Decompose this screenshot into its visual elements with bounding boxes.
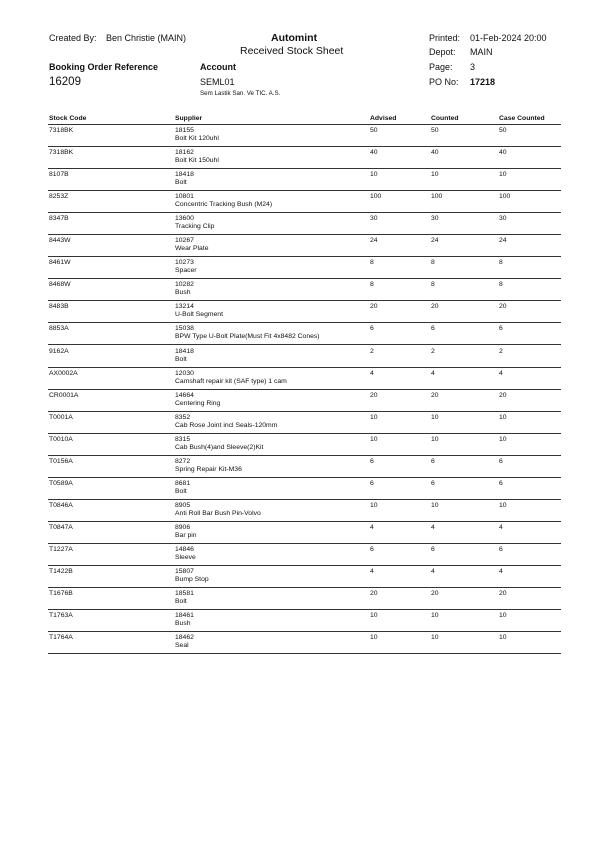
cell-supplier: 18162 bbox=[175, 149, 194, 157]
header-rule bbox=[48, 124, 561, 125]
cell-case-counted: 4 bbox=[499, 568, 503, 575]
cell-stock-code: 8347B bbox=[49, 215, 69, 223]
cell-case-counted: 10 bbox=[499, 501, 507, 509]
cell-case-counted: 6 bbox=[499, 325, 503, 333]
depot-value: MAIN bbox=[470, 47, 493, 57]
cell-description: Cab Rose Joint incl Seals-120mm bbox=[175, 421, 278, 429]
cell-supplier: 13214 bbox=[175, 303, 194, 311]
cell-case-counted: 10 bbox=[499, 413, 507, 421]
cell-advised: 30 bbox=[370, 215, 378, 223]
cell-advised: 6 bbox=[370, 325, 374, 333]
cell-description: Seal bbox=[175, 642, 189, 650]
page-value: 3 bbox=[470, 62, 476, 72]
cell-advised: 2 bbox=[370, 347, 374, 355]
cell-case-counted: 4 bbox=[499, 523, 503, 531]
cell-advised: 20 bbox=[370, 303, 378, 311]
row-divider bbox=[48, 278, 561, 279]
cell-case-counted: 100 bbox=[499, 193, 511, 201]
cell-stock-code: T0001A bbox=[49, 413, 73, 421]
cell-stock-code: T0010A bbox=[49, 435, 73, 443]
cell-counted: 10 bbox=[431, 501, 439, 509]
col-header-supplier: Supplier bbox=[175, 115, 203, 122]
cell-case-counted: 24 bbox=[499, 237, 507, 245]
cell-counted: 8 bbox=[431, 281, 435, 289]
row-divider bbox=[48, 609, 561, 610]
cell-supplier: 12030 bbox=[175, 369, 194, 377]
row-divider bbox=[48, 322, 561, 323]
page-label: Page: bbox=[429, 62, 453, 72]
cell-description: Tracking Clip bbox=[175, 223, 215, 231]
row-divider bbox=[48, 521, 561, 522]
row-divider bbox=[48, 256, 561, 257]
cell-description: Bar pin bbox=[175, 531, 197, 539]
col-header-case-counted: Case Counted bbox=[499, 115, 545, 122]
row-divider bbox=[48, 543, 561, 544]
cell-stock-code: 8468W bbox=[49, 281, 71, 289]
cell-stock-code: T1763A bbox=[49, 612, 73, 620]
cell-counted: 30 bbox=[431, 215, 439, 223]
cell-counted: 6 bbox=[431, 325, 435, 333]
cell-advised: 10 bbox=[370, 634, 378, 642]
cell-stock-code: T0847A bbox=[49, 523, 73, 531]
cell-supplier: 14664 bbox=[175, 391, 194, 399]
cell-advised: 10 bbox=[370, 435, 378, 443]
cell-counted: 10 bbox=[431, 171, 439, 179]
cell-description: Anti Roll Bar Bush Pin-Volvo bbox=[175, 509, 261, 517]
cell-stock-code: 7318BK bbox=[49, 149, 74, 157]
cell-case-counted: 20 bbox=[499, 303, 507, 311]
cell-counted: 10 bbox=[431, 435, 439, 443]
cell-counted: 8 bbox=[431, 259, 435, 267]
printed-label: Printed: bbox=[429, 33, 461, 43]
cell-supplier: 18461 bbox=[175, 612, 194, 620]
cell-advised: 8 bbox=[370, 281, 374, 289]
row-divider bbox=[48, 653, 561, 654]
cell-description: Spacer bbox=[175, 267, 197, 275]
cell-supplier: 10273 bbox=[175, 259, 194, 267]
cell-stock-code: 8461W bbox=[49, 259, 71, 267]
cell-supplier: 10267 bbox=[175, 237, 194, 245]
cell-advised: 4 bbox=[370, 369, 374, 377]
account-name: Sem Lastik San. Ve TIC. A.S. bbox=[200, 90, 281, 97]
cell-description: Bush bbox=[175, 289, 191, 297]
created-by-value: Ben Christie (MAIN) bbox=[106, 33, 187, 43]
row-divider bbox=[48, 631, 561, 632]
cell-supplier: 8681 bbox=[175, 479, 191, 487]
row-divider bbox=[48, 389, 561, 390]
cell-stock-code: 8853A bbox=[49, 325, 69, 333]
cell-advised: 8 bbox=[370, 259, 374, 267]
cell-case-counted: 10 bbox=[499, 171, 507, 179]
company-name: Automint bbox=[271, 32, 318, 44]
depot-label: Depot: bbox=[429, 47, 456, 57]
cell-stock-code: T0846A bbox=[49, 501, 73, 509]
cell-description: BPW Type U-Bolt Plate(Must Fit 4x8482 Cones) bbox=[175, 333, 320, 341]
po-value: 17218 bbox=[470, 77, 496, 87]
row-divider bbox=[48, 411, 561, 412]
cell-stock-code: 8107B bbox=[49, 171, 69, 179]
cell-description: Spring Repair Kit-M36 bbox=[175, 465, 242, 473]
row-divider bbox=[48, 300, 561, 301]
cell-case-counted: 40 bbox=[499, 149, 507, 157]
cell-supplier: 18418 bbox=[175, 347, 194, 355]
cell-counted: 4 bbox=[431, 369, 435, 377]
cell-counted: 10 bbox=[431, 413, 439, 421]
cell-case-counted: 6 bbox=[499, 545, 503, 553]
cell-supplier: 15038 bbox=[175, 325, 194, 333]
cell-description: Sleeve bbox=[175, 553, 196, 561]
cell-supplier: 8272 bbox=[175, 457, 191, 465]
cell-supplier: 15807 bbox=[175, 568, 194, 575]
cell-case-counted: 6 bbox=[499, 479, 503, 487]
cell-case-counted: 10 bbox=[499, 612, 507, 620]
row-divider bbox=[48, 168, 561, 169]
cell-case-counted: 20 bbox=[499, 391, 507, 399]
cell-stock-code: T1676B bbox=[49, 590, 73, 598]
cell-description: Bolt bbox=[175, 179, 187, 187]
row-divider bbox=[48, 212, 561, 213]
cell-stock-code: T1764A bbox=[49, 634, 73, 642]
cell-advised: 40 bbox=[370, 149, 378, 157]
cell-description: Camshaft repair kit (SAF type) 1 cam bbox=[175, 377, 287, 385]
cell-counted: 4 bbox=[431, 523, 435, 531]
cell-case-counted: 4 bbox=[499, 369, 503, 377]
cell-counted: 40 bbox=[431, 149, 439, 157]
cell-description: Centering Ring bbox=[175, 399, 221, 407]
cell-supplier: 8905 bbox=[175, 501, 191, 509]
cell-stock-code: 8483B bbox=[49, 303, 69, 311]
cell-counted: 20 bbox=[431, 303, 439, 311]
row-divider bbox=[48, 234, 561, 235]
cell-counted: 6 bbox=[431, 479, 435, 487]
cell-supplier: 10282 bbox=[175, 281, 194, 289]
cell-counted: 100 bbox=[431, 193, 443, 201]
cell-description: Concentric Tracking Bush (M24) bbox=[175, 201, 273, 209]
row-divider bbox=[48, 499, 561, 500]
cell-advised: 24 bbox=[370, 237, 378, 245]
col-header-counted: Counted bbox=[431, 115, 459, 122]
cell-description: Bolt Kit 120uhl bbox=[175, 135, 219, 142]
cell-description: U-Bolt Segment bbox=[175, 311, 223, 319]
account-label: Account bbox=[200, 62, 236, 72]
cell-description: Bolt bbox=[175, 598, 187, 606]
cell-supplier: 18462 bbox=[175, 634, 194, 642]
po-label: PO No: bbox=[429, 77, 459, 87]
cell-supplier: 8315 bbox=[175, 435, 191, 443]
cell-supplier: 8906 bbox=[175, 523, 191, 531]
cell-counted: 4 bbox=[431, 568, 435, 575]
cell-advised: 4 bbox=[370, 523, 374, 531]
cell-description: Wear Plate bbox=[175, 245, 209, 253]
created-by-label: Created By: bbox=[49, 33, 97, 43]
cell-counted: 20 bbox=[431, 391, 439, 399]
cell-advised: 20 bbox=[370, 590, 378, 598]
cell-supplier: 10801 bbox=[175, 193, 194, 201]
booking-ref-value: 16209 bbox=[49, 76, 81, 88]
cell-advised: 10 bbox=[370, 171, 378, 179]
cell-counted: 24 bbox=[431, 237, 439, 245]
cell-counted: 6 bbox=[431, 545, 435, 553]
cell-stock-code: 8443W bbox=[49, 237, 71, 245]
cell-supplier: 18155 bbox=[175, 127, 194, 134]
row-divider bbox=[48, 367, 561, 368]
cell-case-counted: 8 bbox=[499, 259, 503, 267]
col-header-stock-code: Stock Code bbox=[49, 115, 87, 122]
row-divider bbox=[48, 344, 561, 345]
printed-value: 01-Feb-2024 20:00 bbox=[470, 33, 547, 43]
cell-advised: 10 bbox=[370, 413, 378, 421]
row-divider bbox=[48, 455, 561, 456]
cell-advised: 100 bbox=[370, 193, 382, 201]
cell-counted: 2 bbox=[431, 347, 435, 355]
cell-stock-code: T0589A bbox=[49, 479, 73, 487]
cell-stock-code: AX0002A bbox=[49, 369, 78, 377]
cell-counted: 20 bbox=[431, 590, 439, 598]
cell-stock-code: 8253Z bbox=[49, 193, 69, 201]
cell-stock-code: T0156A bbox=[49, 457, 73, 465]
cell-case-counted: 20 bbox=[499, 590, 507, 598]
cell-description: Bush bbox=[175, 620, 191, 628]
cell-description: Bolt Kit 150uhl bbox=[175, 157, 219, 165]
booking-ref-label: Booking Order Reference bbox=[49, 62, 159, 72]
report-title: Received Stock Sheet bbox=[240, 45, 344, 57]
cell-stock-code: T1422B bbox=[49, 568, 73, 575]
cell-advised: 4 bbox=[370, 568, 374, 575]
row-divider bbox=[48, 433, 561, 434]
row-divider bbox=[48, 587, 561, 588]
cell-case-counted: 10 bbox=[499, 435, 507, 443]
cell-supplier: 18418 bbox=[175, 171, 194, 179]
row-divider bbox=[48, 565, 561, 566]
cell-advised: 6 bbox=[370, 545, 374, 553]
col-header-advised: Advised bbox=[370, 115, 397, 122]
cell-stock-code: T1227A bbox=[49, 545, 73, 553]
cell-counted: 50 bbox=[431, 127, 439, 134]
cell-counted: 6 bbox=[431, 457, 435, 465]
cell-stock-code: 9162A bbox=[49, 347, 69, 355]
row-divider bbox=[48, 146, 561, 147]
cell-case-counted: 10 bbox=[499, 634, 507, 642]
cell-description: Cab Bush(4)and Sleeve(2)Kit bbox=[175, 443, 264, 451]
cell-advised: 10 bbox=[370, 501, 378, 509]
cell-supplier: 18581 bbox=[175, 590, 194, 598]
cell-case-counted: 8 bbox=[499, 281, 503, 289]
cell-description: Bump Stop bbox=[175, 576, 209, 583]
cell-stock-code: CR0001A bbox=[49, 391, 79, 399]
cell-case-counted: 2 bbox=[499, 347, 503, 355]
cell-advised: 6 bbox=[370, 479, 374, 487]
row-divider bbox=[48, 477, 561, 478]
cell-advised: 10 bbox=[370, 612, 378, 620]
row-divider bbox=[48, 190, 561, 191]
cell-supplier: 13600 bbox=[175, 215, 194, 223]
cell-advised: 6 bbox=[370, 457, 374, 465]
cell-case-counted: 6 bbox=[499, 457, 503, 465]
cell-description: Bolt bbox=[175, 487, 187, 495]
cell-advised: 20 bbox=[370, 391, 378, 399]
cell-stock-code: 7318BK bbox=[49, 127, 74, 134]
cell-case-counted: 50 bbox=[499, 127, 507, 134]
cell-case-counted: 30 bbox=[499, 215, 507, 223]
cell-counted: 10 bbox=[431, 634, 439, 642]
cell-advised: 50 bbox=[370, 127, 378, 134]
cell-counted: 10 bbox=[431, 612, 439, 620]
cell-supplier: 14846 bbox=[175, 545, 194, 553]
account-value: SEML01 bbox=[200, 77, 235, 87]
cell-description: Bolt bbox=[175, 355, 187, 363]
cell-supplier: 8352 bbox=[175, 413, 191, 421]
